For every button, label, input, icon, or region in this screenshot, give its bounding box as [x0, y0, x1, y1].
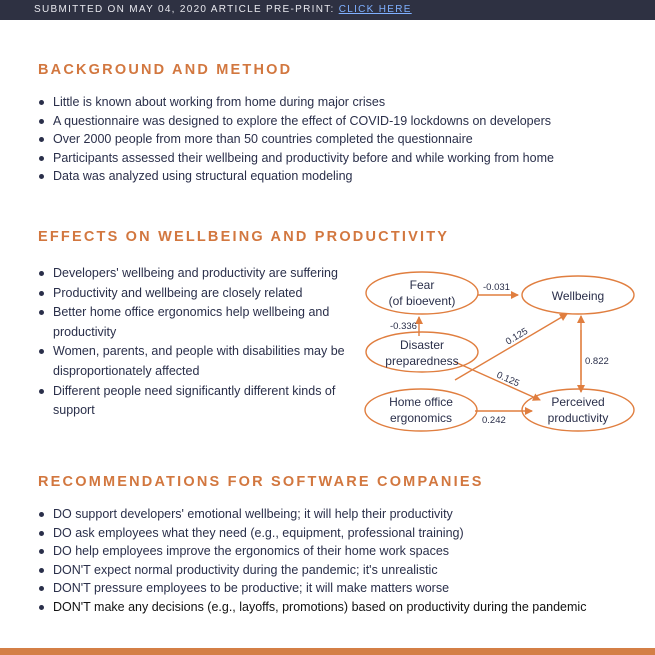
node-fear-label-1: Fear: [409, 278, 435, 292]
node-wellbeing-label: Wellbeing: [551, 289, 605, 303]
effects-list: [38, 264, 356, 421]
submission-banner: [0, 0, 655, 20]
footer-bar: [0, 648, 655, 655]
list-item: Participants assessed their wellbeing and productivity before and while working from home: [38, 149, 638, 168]
edge-label-home-productivity: 0.242: [482, 415, 506, 426]
list-item: Different people need significantly different kinds of support: [38, 382, 356, 421]
background-heading: BACKGROUND AND METHOD: [38, 62, 293, 78]
edge-label-productivity-wellbeing: 0.822: [585, 356, 609, 367]
edge-label-disaster-fear: -0.336: [390, 321, 417, 332]
list-item: DO ask employees what they need (e.g., equipment, professional training): [38, 524, 638, 543]
recommendations-heading: RECOMMENDATIONS FOR SOFTWARE COMPANIES: [38, 474, 484, 490]
list-item: DO support developers' emotional wellbeing; it will help their productivity: [38, 505, 638, 524]
list-item: DON'T pressure employees to be productive; it will make matters worse: [38, 579, 638, 598]
recommendations-list: [38, 505, 638, 617]
sem-path-diagram: [355, 270, 645, 440]
edge-label-home-wellbeing: 0.125: [503, 325, 530, 348]
submission-text: SUBMITTED ON MAY 04, 2020 ARTICLE PRE-PRINT:: [34, 4, 339, 15]
list-item: DON'T make any decisions (e.g., layoffs, promotions) based on productivity during the pandemic: [38, 598, 638, 617]
list-item: DON'T expect normal productivity during the pandemic; it's unrealistic: [38, 561, 638, 580]
node-productivity-label-1: Perceived: [551, 395, 605, 409]
background-list: [38, 93, 638, 186]
node-productivity-label-2: productivity: [547, 411, 609, 425]
list-item: Productivity and wellbeing are closely related: [38, 284, 356, 304]
node-fear-label-2: (of bioevent): [388, 294, 456, 308]
list-item: Over 2000 people from more than 50 countries completed the questionnaire: [38, 130, 638, 149]
list-item: Developers' wellbeing and productivity are suffering: [38, 264, 356, 284]
node-disaster-label-1: Disaster: [399, 338, 445, 352]
list-item: DO help employees improve the ergonomics of their home work spaces: [38, 542, 638, 561]
node-home-label-2: ergonomics: [389, 411, 453, 425]
list-item: Little is known about working from home during major crises: [38, 93, 638, 112]
list-item: Women, parents, and people with disabilities may be disproportionately affected: [38, 342, 356, 381]
edge-label-fear-wellbeing: -0.031: [483, 282, 510, 293]
effects-heading: EFFECTS ON WELLBEING AND PRODUCTIVITY: [38, 229, 450, 245]
edge-label-disaster-productivity: 0.125: [494, 369, 521, 390]
click-here-link[interactable]: CLICK HERE: [338, 4, 412, 15]
list-item: Data was analyzed using structural equation modeling: [38, 167, 638, 186]
list-item: Better home office ergonomics help wellbeing and productivity: [38, 303, 356, 342]
node-home-label-1: Home office: [389, 395, 453, 409]
edge-disaster-productivity: [455, 362, 540, 400]
node-disaster-label-2: preparedness: [385, 354, 459, 368]
list-item: A questionnaire was designed to explore the effect of COVID-19 lockdowns on developers: [38, 112, 638, 131]
